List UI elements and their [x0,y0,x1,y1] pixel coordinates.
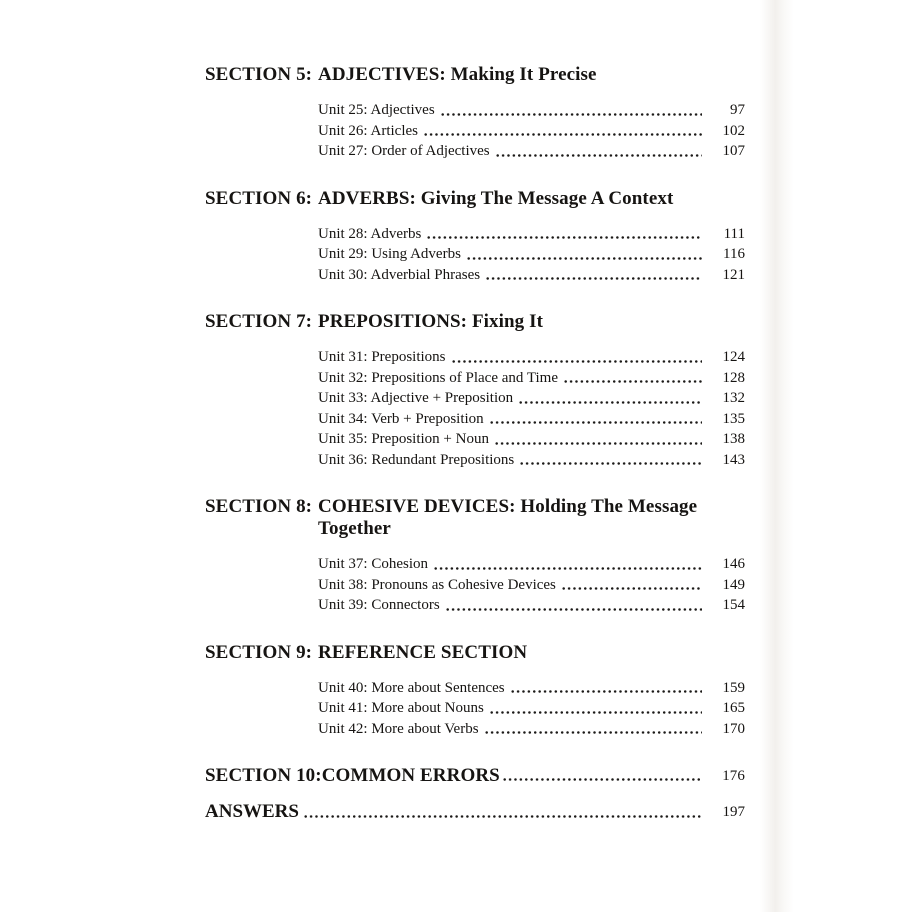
toc-entry-label: Unit 31: Prepositions [318,349,446,365]
toc-entry [318,368,745,389]
toc-entry [318,719,745,740]
page-number: 159 [722,679,745,696]
toc-entry [318,100,745,121]
dot-leader [518,399,702,405]
toc-entry [318,244,745,265]
toc-entry [318,595,745,616]
page-number: 197 [722,804,745,820]
toc-section [205,642,745,740]
page-number: 176 [722,768,745,784]
toc-entry-label: Unit 34: Verb + Preposition [318,410,484,427]
dot-leader [502,776,702,782]
toc-entry-label: Unit 41: More about Nouns [318,700,484,716]
section-heading [205,188,745,210]
toc-entry [318,429,745,450]
toc-entry-label: Unit 32: Prepositions of Place and Time [318,369,558,386]
toc-section [205,311,745,470]
dot-leader [561,585,702,591]
dot-leader [445,606,702,612]
page-number: 121 [722,266,745,283]
section-title: REFERENCE SECTION [318,641,528,663]
section-heading [205,64,745,86]
toc-section [205,64,745,162]
section-label: SECTION 9: [205,641,313,663]
dot-leader [426,234,702,240]
toc-section [205,188,745,286]
toc-entry-answers [205,801,745,823]
unit-list [318,224,745,286]
page-number: 135 [722,410,745,427]
page-number: 149 [722,576,745,593]
unit-list [318,554,745,616]
section-heading [205,765,745,787]
toc-entry [318,409,745,430]
section-title: COMMON ERRORS [321,765,500,786]
toc-entry-label: Unit 35: Preposition + Noun [318,431,489,447]
dot-leader [485,275,702,281]
section-label: SECTION 7: [205,311,313,332]
page-number: 97 [730,102,745,118]
toc-entry-label: Unit 36: Redundant Prepositions [318,451,515,468]
toc-entry-label: Unit 27: Order of Adjectives [318,143,490,159]
page-number: 107 [722,143,745,159]
toc-entry-label: Unit 25: Adjectives [318,102,435,118]
toc-entry [318,224,745,245]
page-number: 124 [722,349,745,365]
toc-section [205,496,745,616]
section-title: COHESIVE DEVICES: Holding The Message Together [318,496,698,539]
dot-leader [433,565,702,571]
section-heading [205,496,745,540]
dot-leader [440,111,702,117]
section-title: ADVERBS: Giving The Message A Context [318,187,674,209]
page-number: 143 [722,451,745,468]
page-number: 116 [723,246,745,262]
toc-entry [318,347,745,368]
dot-leader [495,152,702,158]
answers-label: ANSWERS [205,801,299,822]
page-number: 102 [722,122,745,139]
section-heading [205,311,745,333]
dot-leader [489,419,702,425]
page-number: 138 [722,431,745,447]
page-number: 154 [722,597,745,613]
dot-leader [484,729,702,735]
section-label: SECTION 6: [205,187,313,209]
toc-entry-label: Unit 26: Articles [318,122,418,139]
unit-list [318,347,745,470]
unit-list [318,678,745,740]
section-label: SECTION 8: [205,496,313,517]
toc-section [205,765,745,787]
toc-entry [318,141,745,162]
toc-entry [318,678,745,699]
dot-leader [466,255,702,261]
section-title: PREPOSITIONS: Fixing It [318,311,544,332]
toc-entry-label: Unit 38: Pronouns as Cohesive Devices [318,576,556,593]
section-title: ADJECTIVES: Making It Precise [318,64,597,85]
page-number: 170 [722,720,745,737]
toc-entry-label: Unit 29: Using Adverbs [318,246,461,262]
page-number: 165 [722,700,745,716]
page-number: 132 [722,390,745,406]
unit-list [318,100,745,162]
toc-entry-label: Unit 30: Adverbial Phrases [318,266,481,283]
page-edge-shadow [760,0,794,912]
toc-entry [318,121,745,142]
page-number: 111 [723,225,745,242]
toc-entry [318,554,745,575]
toc-section-list [205,64,745,787]
dot-leader [510,688,702,694]
page-number: 128 [722,369,745,386]
toc-entry [318,450,745,471]
section-heading [205,642,745,664]
dot-leader [519,460,702,466]
section-label: SECTION 5: [205,64,313,85]
dot-leader [563,378,702,384]
toc-entry [318,388,745,409]
dot-leader [489,709,702,715]
dot-leader [451,358,702,364]
toc-entry-label: Unit 28: Adverbs [318,225,422,242]
toc-entry-label: Unit 42: More about Verbs [318,720,479,737]
toc-entry-label: Unit 40: More about Sentences [318,679,505,696]
toc-entry [318,698,745,719]
section-label: SECTION 10: [205,765,322,786]
toc-entry [318,265,745,286]
dot-leader [423,131,702,137]
toc-entry [318,575,745,596]
dot-leader [494,440,702,446]
page-number: 146 [722,556,745,572]
toc-entry-label: Unit 37: Cohesion [318,556,429,572]
toc-entry-label: Unit 39: Connectors [318,597,440,613]
toc-entry-label: Unit 33: Adjective + Preposition [318,390,514,406]
dot-leader [303,813,702,819]
